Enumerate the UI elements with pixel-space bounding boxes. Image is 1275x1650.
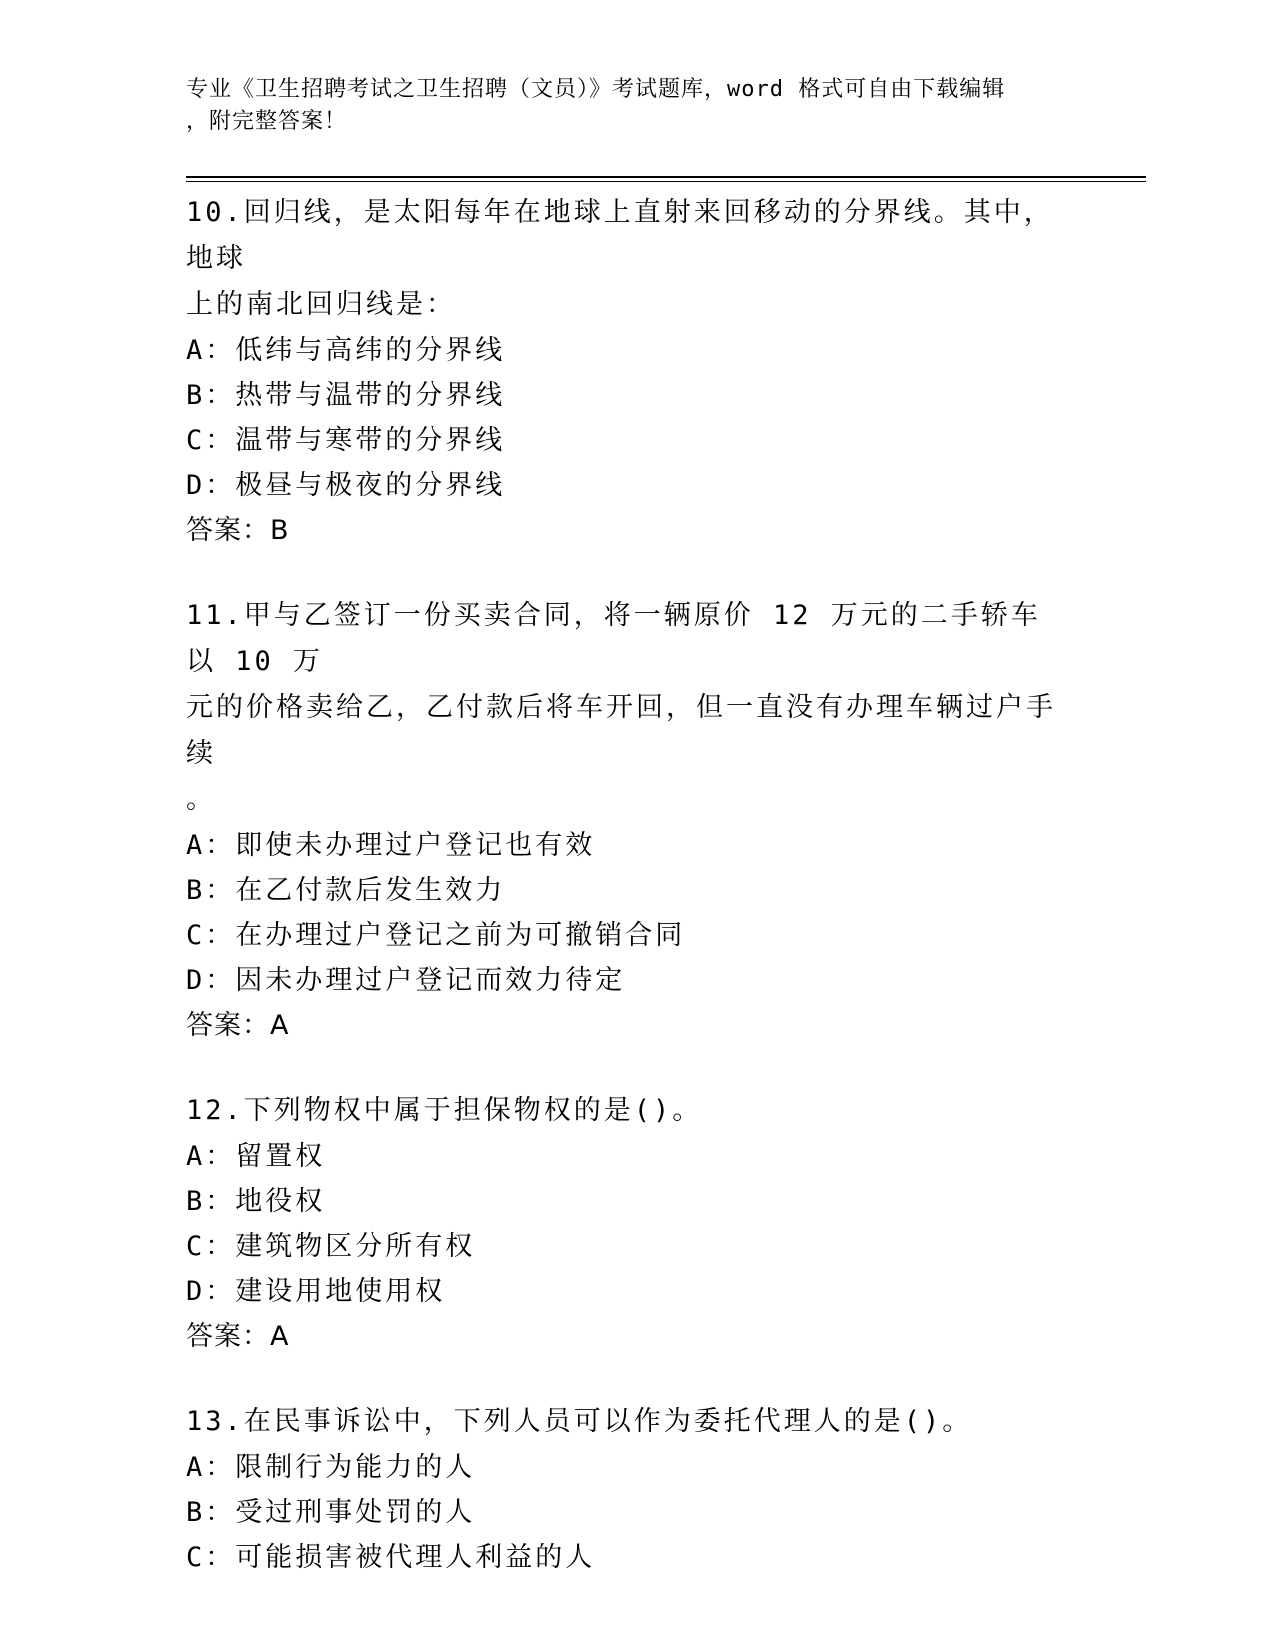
question-stem-line: 11.甲与乙签订一份买卖合同，将一辆原价 12 万元的二手轿车以 10 万 [186, 600, 1041, 677]
answer-option: C：温带与寒带的分界线 [186, 425, 506, 456]
question-item [186, 593, 1066, 1048]
answer-key: 答案：A [186, 1010, 290, 1041]
document-page [186, 0, 1146, 1650]
answer-option: B：地役权 [186, 1186, 326, 1217]
header-rule [186, 176, 1146, 178]
question-stem-line: 。 [186, 784, 216, 815]
question-stem-line: 12.下列物权中属于担保物权的是()。 [186, 1095, 703, 1126]
question-item [186, 190, 1066, 553]
answer-option: A：低纬与高纬的分界线 [186, 335, 506, 366]
answer-option: D：建设用地使用权 [186, 1276, 446, 1307]
answer-key: 答案：A [186, 1321, 290, 1352]
answer-option: B：热带与温带的分界线 [186, 380, 506, 411]
answer-option: A：留置权 [186, 1141, 326, 1172]
question-stem-line: 元的价格卖给乙，乙付款后将车开回，但一直没有办理车辆过户手续 [186, 692, 1056, 769]
question-stem-line: 13.在民事诉讼中，下列人员可以作为委托代理人的是()。 [186, 1406, 973, 1437]
answer-option: B：受过刑事处罚的人 [186, 1497, 476, 1528]
document-header [186, 74, 1086, 138]
answer-option: B：在乙付款后发生效力 [186, 875, 506, 906]
header-line-1: 专业《卫生招聘考试之卫生招聘（文员）》考试题库，word 格式可自由下载编辑 [186, 77, 1006, 102]
question-list [186, 190, 1066, 1620]
answer-option: A：即使未办理过户登记也有效 [186, 830, 596, 861]
question-stem-line: 10.回归线，是太阳每年在地球上直射来回移动的分界线。其中，地球 [186, 197, 1054, 274]
answer-option: C：建筑物区分所有权 [186, 1231, 476, 1262]
question-stem-line: 上的南北回归线是： [186, 289, 456, 320]
answer-key: 答案：B [186, 515, 290, 546]
question-item [186, 1399, 1066, 1580]
question-item [186, 1088, 1066, 1359]
answer-option: A：限制行为能力的人 [186, 1452, 476, 1483]
answer-option: C：在办理过户登记之前为可撤销合同 [186, 920, 686, 951]
header-rule-secondary [186, 181, 1146, 182]
answer-option: D：因未办理过户登记而效力待定 [186, 965, 626, 996]
answer-option: C：可能损害被代理人利益的人 [186, 1542, 596, 1573]
header-line-2: ，附完整答案！ [186, 109, 348, 134]
answer-option: D：极昼与极夜的分界线 [186, 470, 506, 501]
